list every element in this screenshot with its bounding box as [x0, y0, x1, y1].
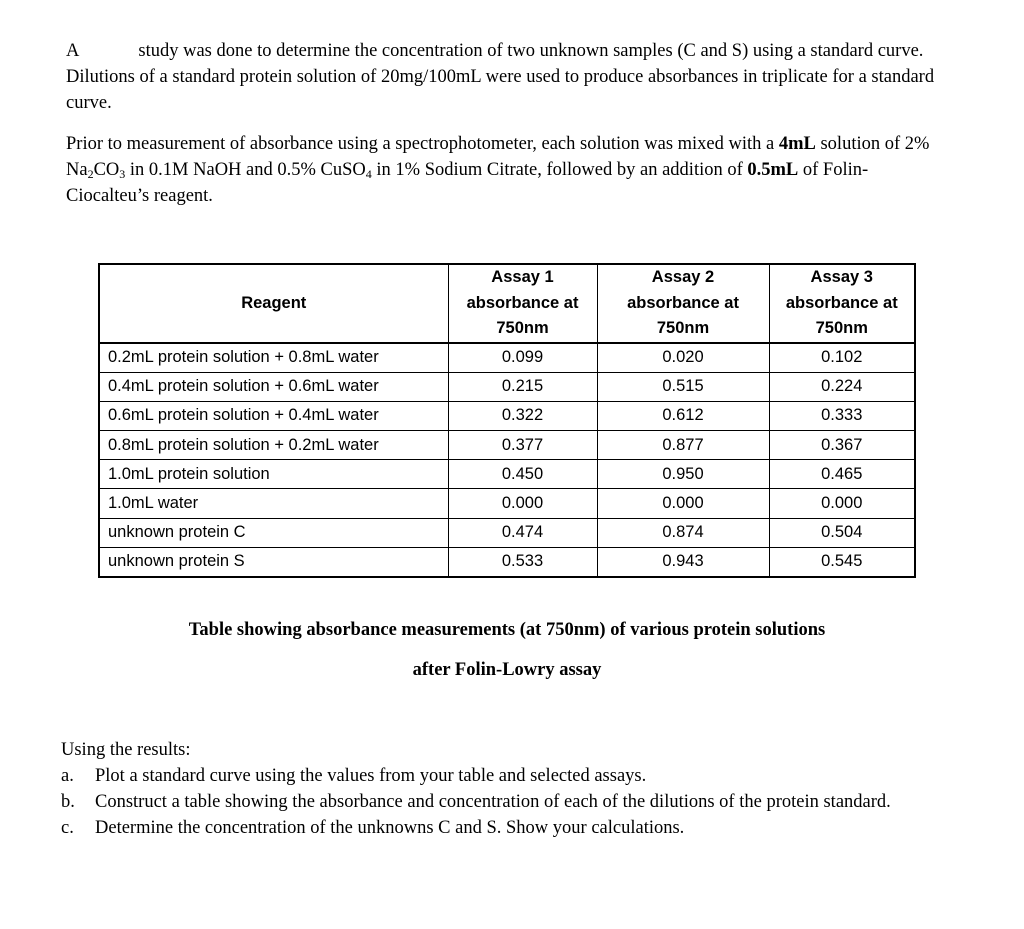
assay-3-cell: 0.465	[769, 460, 915, 489]
assay-1-cell: 0.474	[448, 518, 597, 547]
absorbance-table	[98, 263, 916, 578]
reagent-cell: unknown protein C	[99, 518, 448, 547]
assay-2-cell: 0.950	[597, 460, 769, 489]
question-text: Construct a table showing the absorbance and concentration of each of the dilutions of the protein standard.	[95, 792, 891, 812]
table-row	[99, 460, 915, 489]
table-row	[99, 489, 915, 518]
question-marker: a.	[61, 766, 74, 786]
intro-lead: A	[66, 41, 80, 61]
subscript: 3	[119, 167, 126, 181]
header-assay-3-label: Assay 3 absorbance at 750nm	[785, 268, 898, 337]
question-text: Plot a standard curve using the values from your table and selected assays.	[95, 766, 647, 786]
assay-2-cell: 0.612	[597, 401, 769, 430]
assay-2-cell: 0.020	[597, 343, 769, 373]
assay-3-cell: 0.504	[769, 518, 915, 547]
intro-paragraph-1	[66, 38, 946, 116]
text-segment: of Folin-Ciocalteu’s reagent.	[66, 160, 869, 206]
table-row	[99, 343, 915, 373]
reagent-cell: 0.8mL protein solution + 0.2mL water	[99, 431, 448, 460]
assay-2-cell: 0.943	[597, 547, 769, 577]
header-assay-2	[597, 264, 769, 343]
table-header-row	[99, 264, 915, 343]
intro-text: study was done to determine the concentration of two unknown samples (C and S) using a standard curve. Dilutions of a standard protein solution of 20mg/100mL were used to produce absorbances in triplicate for a standard curve.	[66, 41, 935, 113]
table-row	[99, 518, 915, 547]
assay-1-cell: 0.215	[448, 372, 597, 401]
assay-2-cell: 0.874	[597, 518, 769, 547]
bold-volume-4ml: 4mL	[778, 134, 816, 154]
header-assay-1-label: Assay 1 absorbance at 750nm	[466, 268, 579, 337]
assay-1-cell: 0.322	[448, 401, 597, 430]
questions-intro: Using the results:	[61, 740, 191, 760]
assay-3-cell: 0.367	[769, 431, 915, 460]
reagent-cell: 0.6mL protein solution + 0.4mL water	[99, 401, 448, 430]
reagent-cell: 1.0mL water	[99, 489, 448, 518]
table-row	[99, 431, 915, 460]
assay-2-cell: 0.877	[597, 431, 769, 460]
header-reagent: Reagent	[99, 264, 448, 343]
text-segment: in 1% Sodium Citrate, followed by an addition of	[371, 160, 748, 180]
assay-1-cell: 0.000	[448, 489, 597, 518]
questions-list	[61, 763, 921, 841]
assay-1-cell: 0.099	[448, 343, 597, 373]
table-caption-line-2: after Folin-Lowry assay	[412, 660, 602, 680]
text-segment: in 0.1M NaOH and 0.5% CuSO	[125, 160, 366, 180]
assay-2-cell: 0.515	[597, 372, 769, 401]
assay-3-cell: 0.545	[769, 547, 915, 577]
question-marker: c.	[61, 818, 74, 838]
assay-3-cell: 0.224	[769, 372, 915, 401]
text-segment: Prior to measurement of absorbance using a spectrophotometer, each solution was mixed with a	[66, 134, 779, 154]
intro-paragraph-2	[66, 131, 946, 209]
assay-3-cell: 0.000	[769, 489, 915, 518]
question-marker: b.	[61, 792, 75, 812]
reagent-cell: unknown protein S	[99, 547, 448, 577]
assay-1-cell: 0.377	[448, 431, 597, 460]
header-assay-2-label: Assay 2 absorbance at 750nm	[627, 268, 739, 337]
text-segment: solution of 2% Na	[66, 134, 930, 180]
subscript: 4	[365, 167, 372, 181]
assay-3-cell: 0.102	[769, 343, 915, 373]
table-row	[99, 401, 915, 430]
reagent-cell: 1.0mL protein solution	[99, 460, 448, 489]
table-row	[99, 547, 915, 577]
question-item-b	[61, 789, 921, 815]
question-item-c	[61, 815, 921, 841]
table-row	[99, 372, 915, 401]
table-caption-line-1: Table showing absorbance measurements (at 750nm) of various protein solutions	[188, 620, 826, 640]
header-assay-3	[769, 264, 915, 343]
assay-1-cell: 0.533	[448, 547, 597, 577]
assay-2-cell: 0.000	[597, 489, 769, 518]
question-item-a	[61, 763, 921, 789]
bold-volume-0-5ml: 0.5mL	[747, 160, 799, 180]
text-segment: CO	[93, 160, 120, 180]
reagent-cell: 0.2mL protein solution + 0.8mL water	[99, 343, 448, 373]
header-assay-1	[448, 264, 597, 343]
question-text: Determine the concentration of the unknowns C and S. Show your calculations.	[95, 818, 685, 838]
subscript: 2	[87, 167, 94, 181]
reagent-cell: 0.4mL protein solution + 0.6mL water	[99, 372, 448, 401]
assay-3-cell: 0.333	[769, 401, 915, 430]
assay-1-cell: 0.450	[448, 460, 597, 489]
